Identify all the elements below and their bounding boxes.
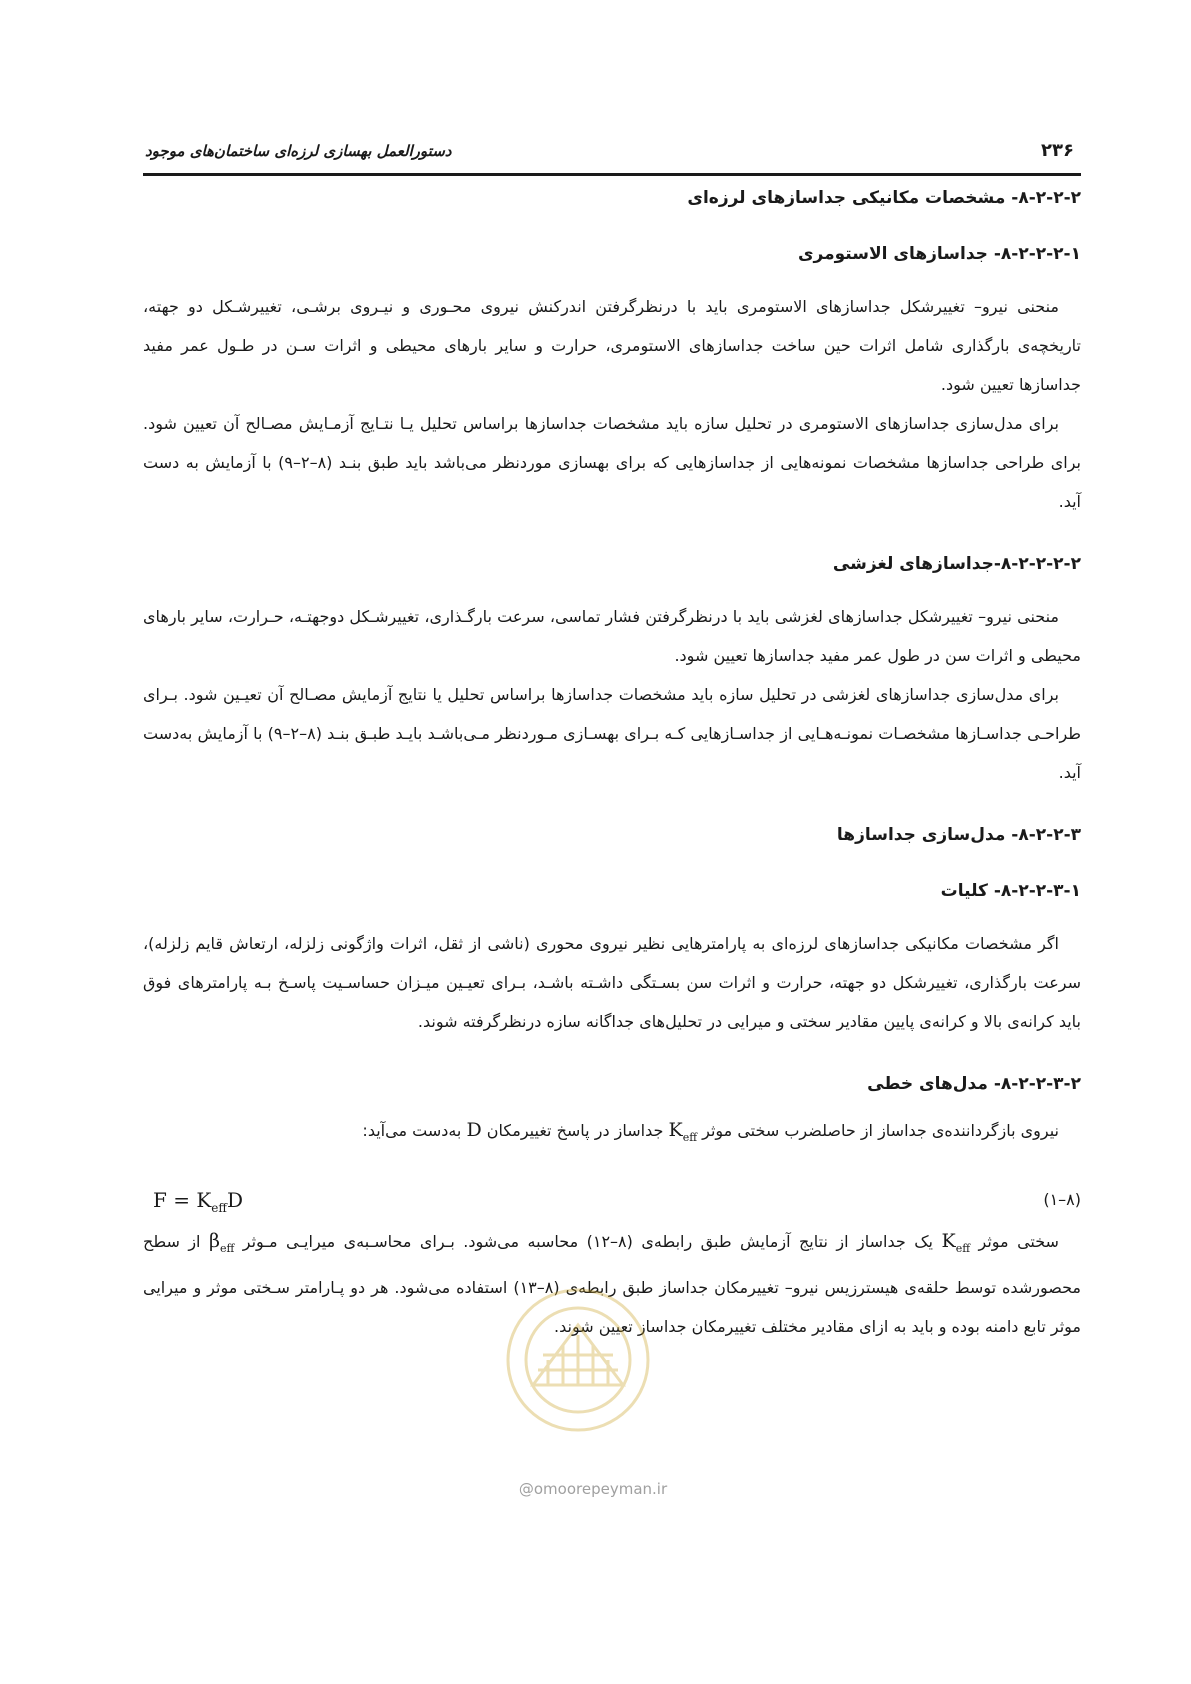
header-rule	[143, 173, 1081, 176]
equation-row	[143, 1182, 1081, 1222]
symbol-d: D	[466, 1119, 482, 1141]
equation-number: (۸–۱)	[1043, 1189, 1081, 1209]
document-body	[143, 185, 1081, 1346]
subsection-heading: ۸-۲-۲-۲-۲-جداسازهای لغزشی	[832, 554, 1081, 574]
page-number: ۲۳۶	[1041, 140, 1074, 161]
symbol-beta-eff: $\beta_{eff}$	[208, 1229, 235, 1255]
watermark-url: @omoorepeyman.ir	[518, 1480, 668, 1498]
section-heading: ۸-۲-۲-۳- مدل‌سازی جداسازها	[836, 825, 1081, 845]
symbol-k-eff: $K_{eff}$	[668, 1119, 698, 1144]
running-header-title: دستورالعمل بهسازی لرزه‌ای ساختمان‌های موجود	[145, 142, 452, 160]
text-run: یک جداساز از نتایج آزمایش طبق رابطه‌ی (۸–۱۲) محاسبه می‌شود. بـرای محاسـبه‌ی میرایـی مـوثر	[242, 1231, 934, 1251]
watermark-logo	[493, 1265, 663, 1455]
paragraph: منحنی نیرو– تغییرشکل جداسازهای الاستومری باید با درنظرگرفتن اندرکنش نیروی محـوری و نیـروی برشـی، تغییرشـکل دو جهته، تاریخچه‌ی بارگذاری شامل اثرات حین ساخت جداسازهای الاستومری، حرارت و سایر بارهای محیطی و اثرات سـن در طـول عمر مفید جداسازها تعیین شود.	[143, 297, 1081, 394]
spacer	[143, 1041, 1081, 1071]
text-run: سختی موثر	[978, 1231, 1059, 1251]
paragraph: برای مدل‌سازی جداسازهای الاستومری در تحلیل سازه باید مشخصات جداسازها براساس تحلیل یـا نتـایج آزمـایش مصـالح آن تعیین شود. برای طراحی جداسازها مشخصات نمونه‌هایی از جداسازهایی که برای بهسازی موردنظر می‌باشد باید طبق بنـد (۸–۲–۹) با آزمایش به دست آید.	[143, 414, 1082, 511]
text-run: نیروی بازگرداننده‌ی جداساز از حاصلضرب سختی موثر	[702, 1121, 1059, 1140]
section-heading: ۸-۲-۲-۲- مشخصات مکانیکی جداسازهای لرزه‌ای	[687, 188, 1081, 208]
spacer	[143, 792, 1081, 822]
text-run: جداساز در پاسخ تغییرمکان	[486, 1121, 664, 1140]
paragraph	[143, 1111, 1081, 1157]
paragraph: منحنی نیرو– تغییرشکل جداسازهای لغزشی باید با درنظرگرفتن فشار تماسی، سرعت بارگـذاری، تغییرشـکل دوجهتـه، حـرارت، سایر بارهای محیطی و اثرات سن در طول عمر مفید جداسازها تعیین شود.	[143, 607, 1081, 665]
paragraph: برای مدل‌سازی جداسازهای لغزشی در تحلیل سازه باید مشخصات جداسازها براساس تحلیل یا نتایج آزمایش مصـالح آن تعیـین شود. بـرای طراحـی جداسـازها مشخصـات نمونـه‌هـایی از جداسـازهایی کـه بـرای بهسـازی مـوردنظر مـی‌باشـد بایـد طبـق بنـد (۸–۲–۹) با آزمایش به‌دست آید.	[143, 685, 1082, 782]
symbol-k-eff: $K_{eff}$	[941, 1229, 971, 1255]
paragraph: اگر مشخصات مکانیکی جداسازهای لرزه‌ای به پارامترهایی نظیر نیروی محوری (ناشی از ثقل، اثرات واژگونی زلزله، ارتعاش قایم زلزله)، سرعت بارگذاری، تغییرشکل دو جهته، حرارت و اثرات سن بسـتگی داشـته باشـد، بـرای تعیـین میـزان حساسـیت پاسـخ بـه پارامترهای فوق باید کرانه‌ی بالا و کرانه‌ی پایین مقادیر سختی و میرایی در تحلیل‌های جداگانه سازه درنظرگرفته شوند.	[143, 934, 1081, 1031]
subsection-heading: ۸-۲-۲-۲-۱- جداسازهای الاستومری	[797, 244, 1081, 264]
subsection-heading: ۸-۲-۲-۳-۱- کلیات	[940, 881, 1081, 901]
spacer	[143, 521, 1081, 551]
subsection-heading: ۸-۲-۲-۳-۲- مدل‌های خطی	[867, 1074, 1081, 1094]
text-run: از سطح محصورشده توسط حلقه‌ی هیسترزیس نیرو– تغییرمکان جداساز طبق رابطه‌ی (۸–۱۳) استفاده می‌شود. هر دو پـارامتر سـختی موثر و میرایی موثر تابع دامنه بوده و باید به ازای مقادیر مختلف تغییرمکان جداساز تعیین شوند.	[143, 1231, 1081, 1336]
equation: $F = K_{eff}D$	[153, 1187, 243, 1215]
text-run: به‌دست می‌آید:	[362, 1121, 462, 1140]
